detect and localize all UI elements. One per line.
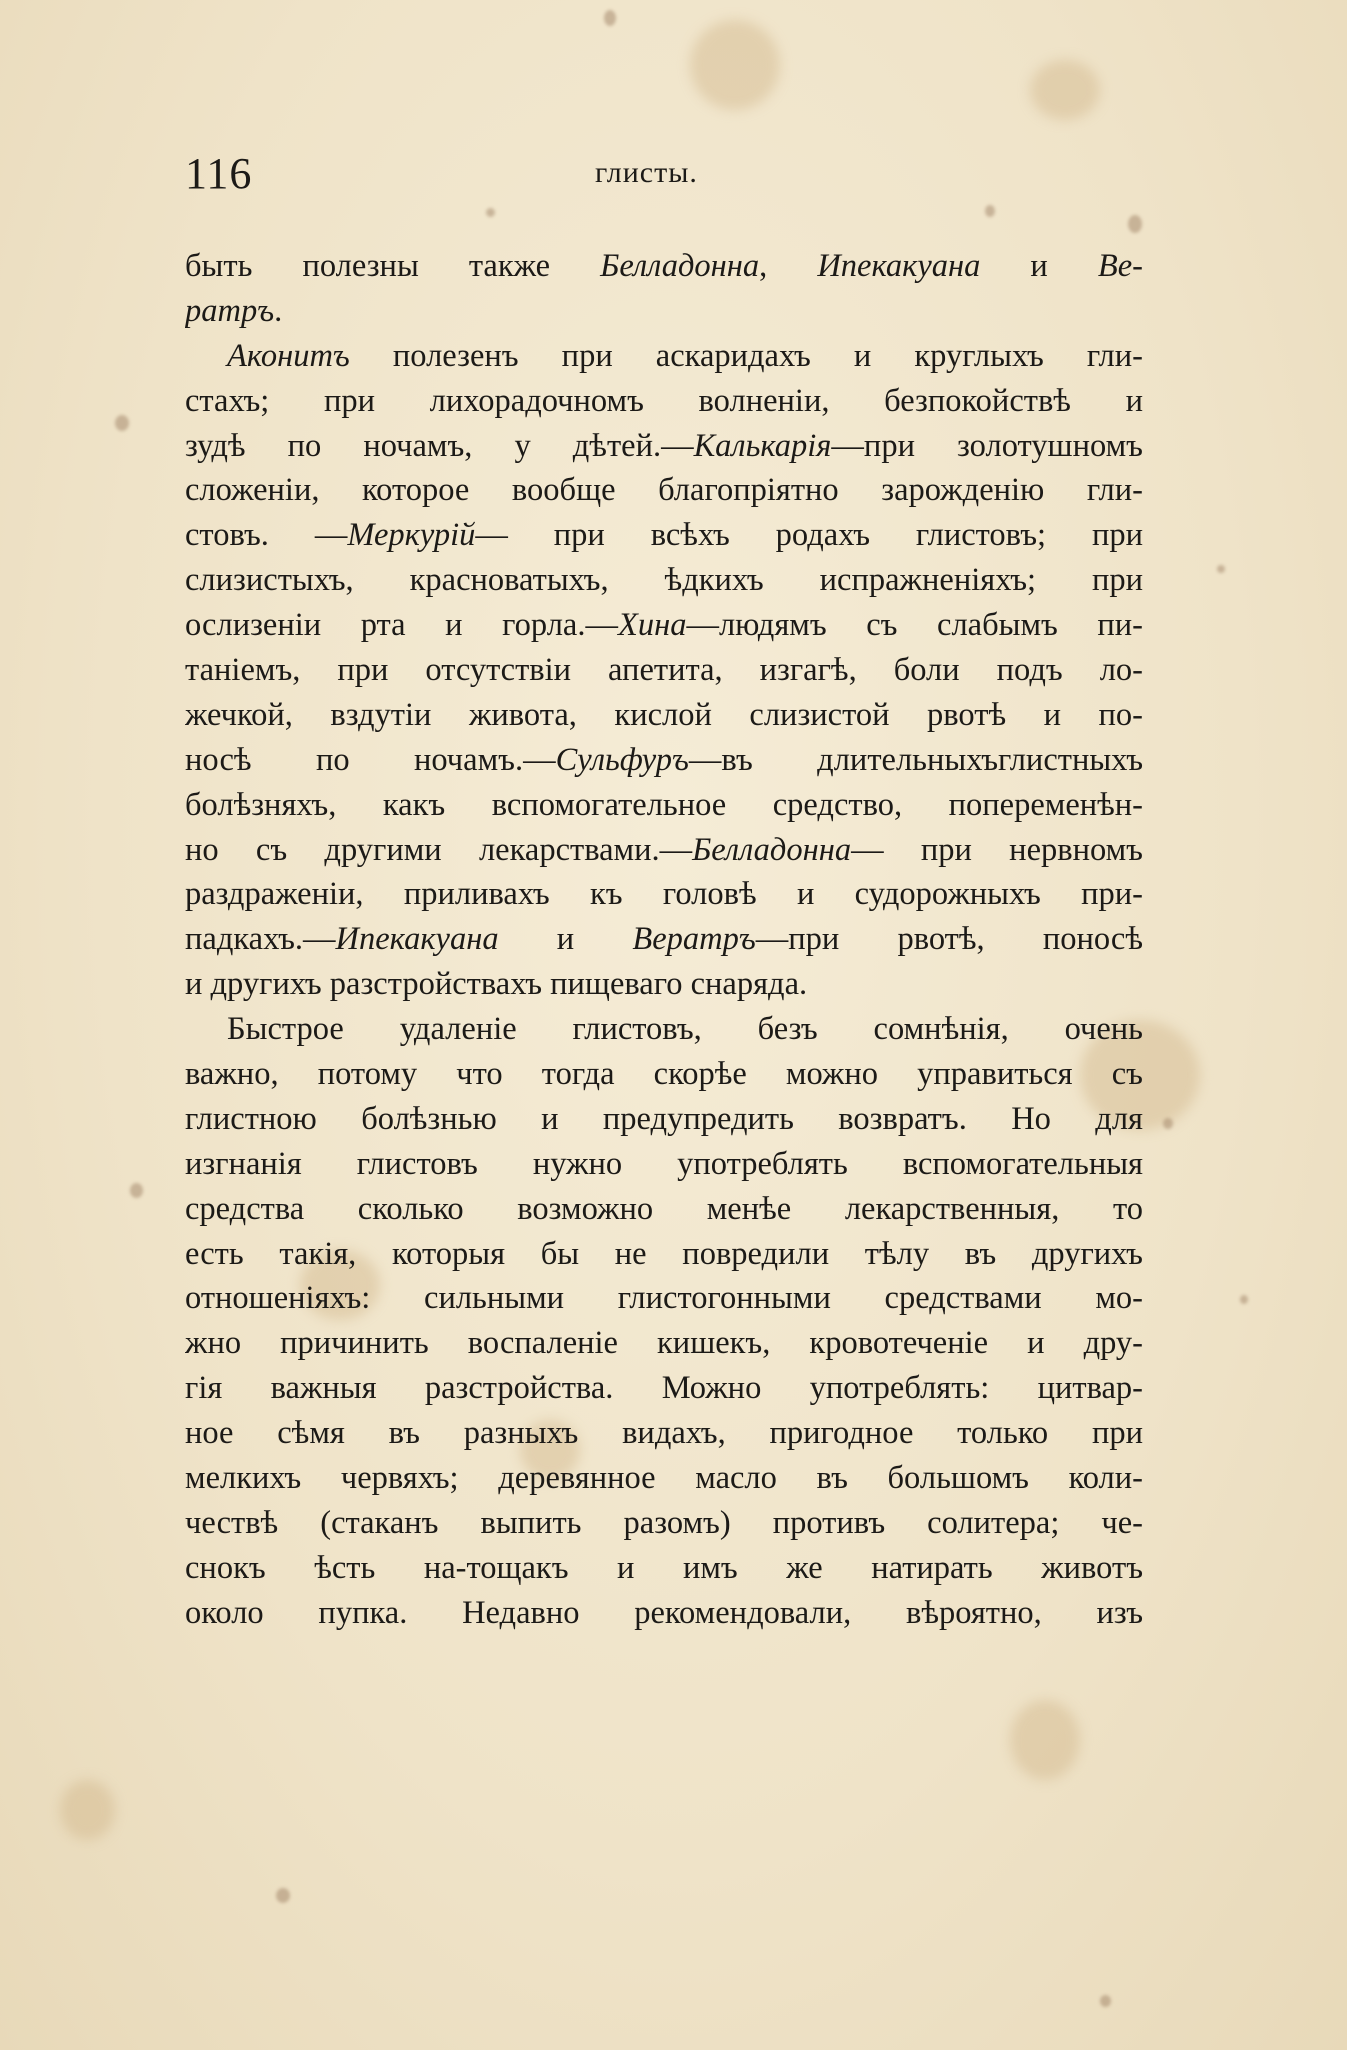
running-title: глисты.	[595, 156, 698, 189]
text-run: мелкихъ червяхъ; деревянное масло въ большомъ коли-	[185, 1460, 1143, 1497]
text-run: зудѣ по ночамъ, у дѣтей.—	[185, 427, 694, 464]
spot	[486, 208, 495, 217]
text-line	[185, 424, 1143, 469]
text-line	[185, 334, 1143, 379]
text-run: —въ длительныхъглистныхъ	[688, 741, 1143, 778]
italic-term: Аконитъ	[227, 337, 350, 374]
text-line	[185, 603, 1143, 648]
italic-term: Сульфуръ	[555, 741, 689, 778]
text-line	[185, 1052, 1143, 1097]
text-run: ное сѣмя въ разныхъ видахъ, пригодное только при	[185, 1415, 1143, 1452]
text-line	[185, 1456, 1143, 1501]
italic-term: Белладонна	[600, 248, 760, 284]
italic-term: Ипекакуана	[817, 248, 981, 284]
spot	[1240, 1295, 1248, 1304]
spot	[1100, 1995, 1111, 2007]
text-run: Быстрое удаленіе глистовъ, безъ сомнѣнія, очень	[227, 1011, 1143, 1048]
text-run: глистною болѣзнью и предупредить возвратъ. Но для	[185, 1100, 1143, 1137]
text-line	[185, 289, 1143, 334]
text-run: и	[980, 248, 1098, 284]
text-run: жечкой, вздутіи живота, кислой слизистой рвотѣ и по-	[185, 696, 1143, 733]
text-line	[185, 468, 1143, 513]
text-run: отношеніяхъ: сильными глистогонными средствами мо-	[185, 1280, 1143, 1317]
spot	[1163, 1118, 1173, 1129]
text-line	[185, 1546, 1143, 1591]
text-run: слизистыхъ, красноватыхъ, ѣдкихъ испражненіяхъ; при	[185, 562, 1143, 599]
italic-term: Ве-	[1097, 248, 1143, 284]
text-run: болѣзняхъ, какъ вспомогательное средство, попеременѣн-	[185, 786, 1143, 823]
text-line	[185, 1591, 1143, 1636]
text-run: —при рвотѣ, поносѣ	[755, 921, 1143, 958]
spot	[276, 1888, 290, 1903]
text-run: падкахъ.—	[185, 921, 336, 958]
body-text	[185, 244, 1143, 1636]
page-number: 116	[185, 149, 253, 198]
spot	[115, 415, 129, 431]
text-line	[185, 1097, 1143, 1142]
text-line	[185, 693, 1143, 738]
text-line	[185, 379, 1143, 424]
text-run: быть полезны также	[185, 248, 601, 284]
text-line	[185, 917, 1143, 962]
text-run: снокъ ѣсть на-тощакъ и имъ же натирать животъ	[185, 1549, 1143, 1586]
text-run: есть такія, которыя бы не повредили тѣлу въ другихъ	[185, 1235, 1143, 1272]
text-line	[185, 1007, 1143, 1052]
text-run: — при всѣхъ родахъ глистовъ; при	[475, 517, 1143, 554]
text-line	[185, 828, 1143, 873]
text-run: около пупка. Недавно рекомендовали, вѣроятно, изъ	[185, 1594, 1143, 1631]
text-line	[185, 1366, 1143, 1411]
text-line	[185, 558, 1143, 603]
text-run: — при нервномъ	[851, 831, 1143, 868]
text-line	[185, 1411, 1143, 1456]
text-run: и другихъ разстройствахъ пищеваго снаряда.	[185, 966, 808, 1003]
text-line	[185, 513, 1143, 558]
text-line	[185, 244, 1143, 289]
text-run: полезенъ при аскаридахъ и круглыхъ гли-	[349, 337, 1143, 374]
text-run: —людямъ съ слабымъ пи-	[686, 607, 1143, 644]
italic-term: Ипекакуана	[335, 921, 499, 958]
italic-term: Белладонна	[692, 831, 852, 868]
text-run: гія важныя разстройства. Можно употреблять: цитвар-	[185, 1370, 1143, 1407]
text-line	[185, 1501, 1143, 1546]
text-run: средства сколько возможно менѣе лекарственныя, то	[185, 1190, 1143, 1227]
page-header	[185, 148, 1145, 208]
stain	[60, 1780, 115, 1840]
text-run: ослизеніи рта и горла.—	[185, 607, 618, 644]
text-run: носѣ по ночамъ.—	[185, 741, 556, 778]
spot	[1217, 565, 1225, 573]
text-line	[185, 1276, 1143, 1321]
text-line	[185, 962, 1143, 1007]
text-line	[185, 1232, 1143, 1277]
italic-term: ратръ	[185, 292, 275, 329]
text-run: чествѣ (стаканъ выпить разомъ) противъ солитера; че-	[185, 1504, 1143, 1541]
text-run: .	[274, 292, 283, 329]
text-run: и	[498, 921, 633, 958]
text-run: жно причинить воспаленіе кишекъ, кровотеченіе и дру-	[185, 1325, 1143, 1362]
text-line	[185, 648, 1143, 693]
italic-term: Хина	[617, 607, 687, 644]
text-run: таніемъ, при отсутствіи апетита, изгагѣ, боли подъ ло-	[185, 652, 1143, 689]
spot	[130, 1183, 143, 1198]
text-run: стовъ. —	[185, 517, 348, 554]
text-line	[185, 1187, 1143, 1232]
stain	[1030, 60, 1100, 120]
text-run: стахъ; при лихорадочномъ волненіи, безпокойствѣ и	[185, 382, 1143, 419]
stain	[1010, 1700, 1080, 1780]
stain	[690, 20, 780, 110]
spot	[1128, 215, 1142, 233]
italic-term: Вератръ	[632, 921, 756, 958]
text-line	[185, 872, 1143, 917]
text-run: сложеніи, которое вообще благопріятно зарожденію гли-	[185, 472, 1143, 509]
italic-term: Меркурій	[347, 517, 476, 554]
text-run: раздраженіи, приливахъ къ головѣ и судорожныхъ при-	[185, 876, 1143, 913]
text-line	[185, 1142, 1143, 1187]
text-line	[185, 783, 1143, 828]
text-run: —при золотушномъ	[831, 427, 1143, 464]
text-line	[185, 1321, 1143, 1366]
text-run: изгнанія глистовъ нужно употреблять вспомогательныя	[185, 1145, 1143, 1182]
text-line	[185, 738, 1143, 783]
text-run: но съ другими лекарствами.—	[185, 831, 693, 868]
italic-term: Калькарія	[693, 427, 832, 464]
spot	[604, 10, 616, 26]
text-run: важно, потому что тогда скорѣе можно управиться съ	[185, 1056, 1143, 1093]
text-run: ,	[759, 248, 818, 284]
